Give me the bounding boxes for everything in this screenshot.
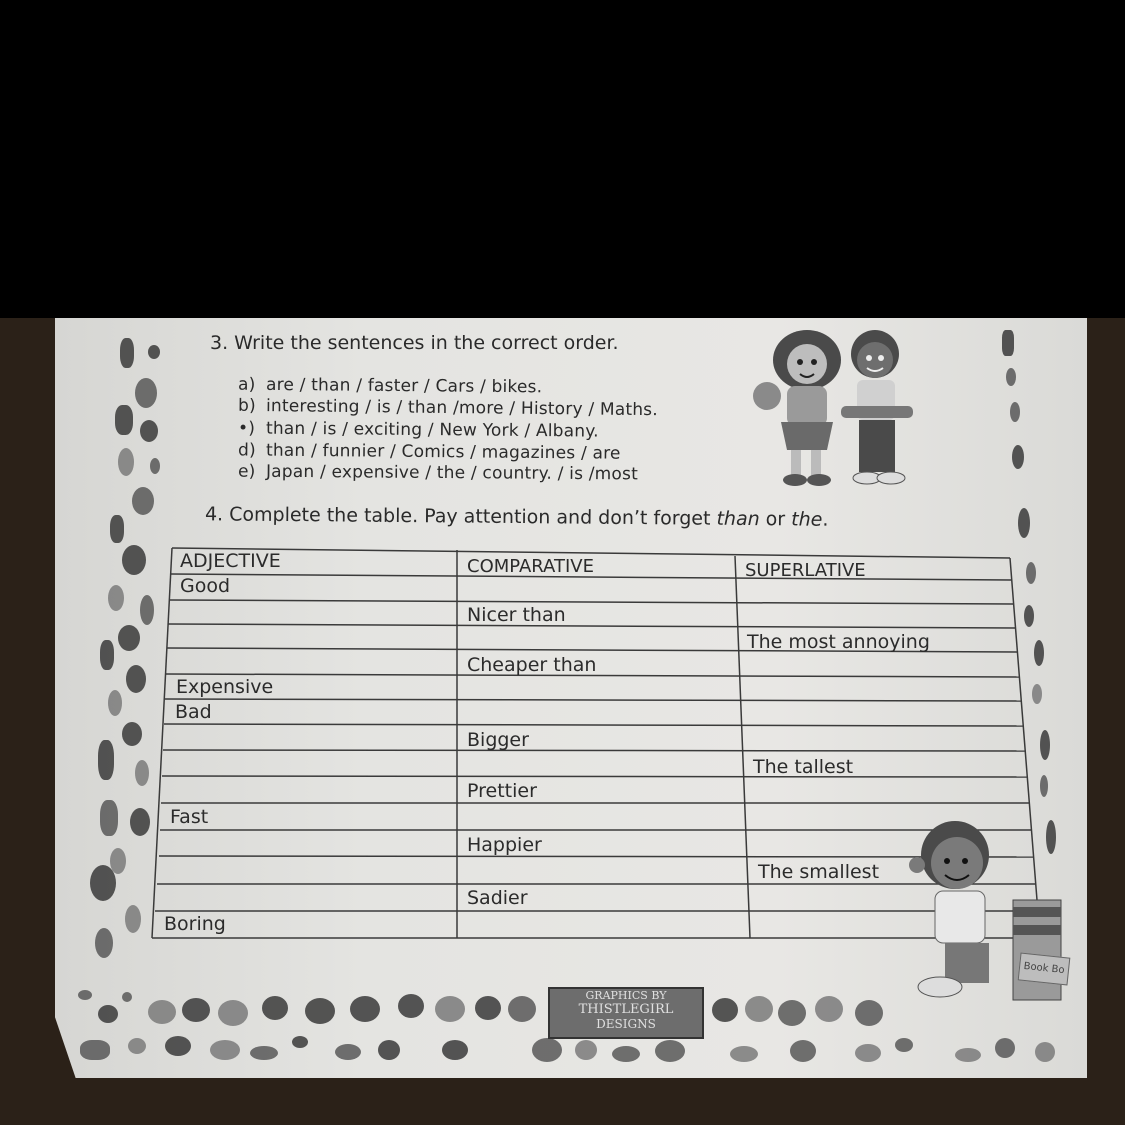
cell-superlative-annoying: The most annoying <box>747 631 930 653</box>
sentence-b: b) interesting / is / than /more / History / Maths. <box>237 395 658 421</box>
sentence-e: e) Japan / expensive / the / country. / is /most <box>237 461 639 485</box>
cell-adjective-fast: Fast <box>170 806 209 828</box>
sentence-a: a) are / than / faster / Cars / bikes. <box>237 374 543 398</box>
cell-comparative-bigger: Bigger <box>467 729 529 751</box>
cell-adjective-boring: Boring <box>164 913 226 935</box>
cell-adjective-bad: Bad <box>175 701 212 723</box>
header-adjective: ADJECTIVE <box>180 550 281 572</box>
cell-superlative-tallest: The tallest <box>753 756 854 778</box>
cell-comparative-cheaper: Cheaper than <box>467 654 597 676</box>
cell-comparative-sadier: Sadier <box>467 887 528 909</box>
cell-comparative-prettier: Prettier <box>467 780 537 802</box>
cell-comparative-nicer: Nicer than <box>467 604 566 626</box>
cell-adjective-good: Good <box>180 575 231 597</box>
book-box-label: Book Bo <box>1018 952 1071 985</box>
header-comparative: COMPARATIVE <box>467 556 594 577</box>
cell-adjective-expensive: Expensive <box>176 676 274 698</box>
sentence-d: d) than / funnier / Comics / magazines / are <box>237 440 621 464</box>
sentence-c: •) than / is / exciting / New York / Albany. <box>237 418 599 442</box>
cell-comparative-happier: Happier <box>467 834 542 856</box>
header-superlative: SUPERLATIVE <box>745 560 866 581</box>
thistlegirl-logo: GRAPHICS BY THISTLEGIRL DESIGNS <box>548 987 704 1039</box>
exercise-4-heading: 4. Complete the table. Pay attention and don’t forget than or the. <box>204 503 829 531</box>
cell-superlative-smallest: The smallest <box>758 861 880 883</box>
exercise-3-heading: 3. Write the sentences in the correct order. <box>210 332 619 354</box>
